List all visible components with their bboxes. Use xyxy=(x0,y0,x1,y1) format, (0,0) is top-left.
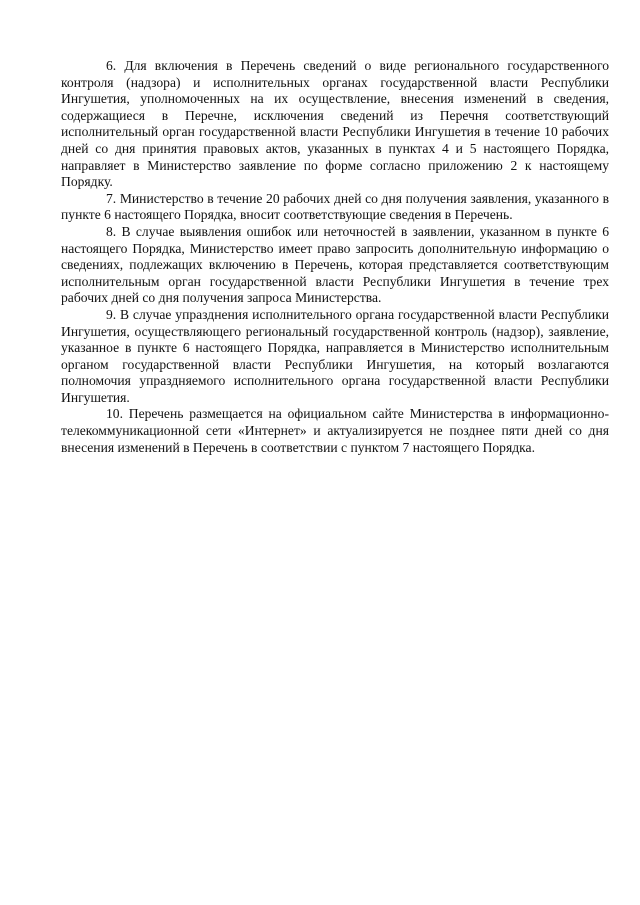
paragraph-item-10: 10. Перечень размещается на официальном сайте Министерства в информационно-телекоммуникационной сети «Интернет» и актуализируется не позднее пяти дней со дня внесения изменений в Перечень в соответствии с пунктом 7 настоящего Порядка. xyxy=(61,406,609,455)
paragraph-item-8: 8. В случае выявления ошибок или неточностей в заявлении, указанном в пункте 6 настоящего Порядка, Министерство имеет право запросить дополнительную информацию о сведениях, подлежащих включению в Перечень, которая представляется соответствующим исполнительным орган государственной власти Республики Ингушетия в течение трех рабочих дней со дня получения запроса Министерства. xyxy=(61,223,609,306)
paragraph-item-7: 7. Министерство в течение 20 рабочих дней со дня получения заявления, указанного в пункте 6 настоящего Порядка, вносит соответствующие сведения в Перечень. xyxy=(61,190,609,223)
paragraph-item-9: 9. В случае упразднения исполнительного органа государственной власти Республики Ингушетия, осуществляющего региональный государственной контроль (надзор), заявление, указанное в пункте 6 настоящего Порядка, направляется в Министерство исполнительным органом государственной власти Республики Ингушетия, на который возлагаются полномочия упраздняемого исполнительного органа государственной власти Республики Ингушетия. xyxy=(61,306,609,405)
paragraph-item-6: 6. Для включения в Перечень сведений о виде регионального государственного контроля (надзора) и исполнительных органах государственной власти Республики Ингушетия, уполномоченных на их осуществление, внесения изменений в сведения, содержащиеся в Перечне, исключения сведений из Перечня соответствующий исполнительный орган государственной власти Республики Ингушетия в течение 10 рабочих дней со дня принятия правовых актов, указанных в пунктах 4 и 5 настоящего Порядка, направляет в Министерство заявление по форме согласно приложению 2 к настоящему Порядку. xyxy=(61,58,609,190)
document-page xyxy=(61,58,609,456)
